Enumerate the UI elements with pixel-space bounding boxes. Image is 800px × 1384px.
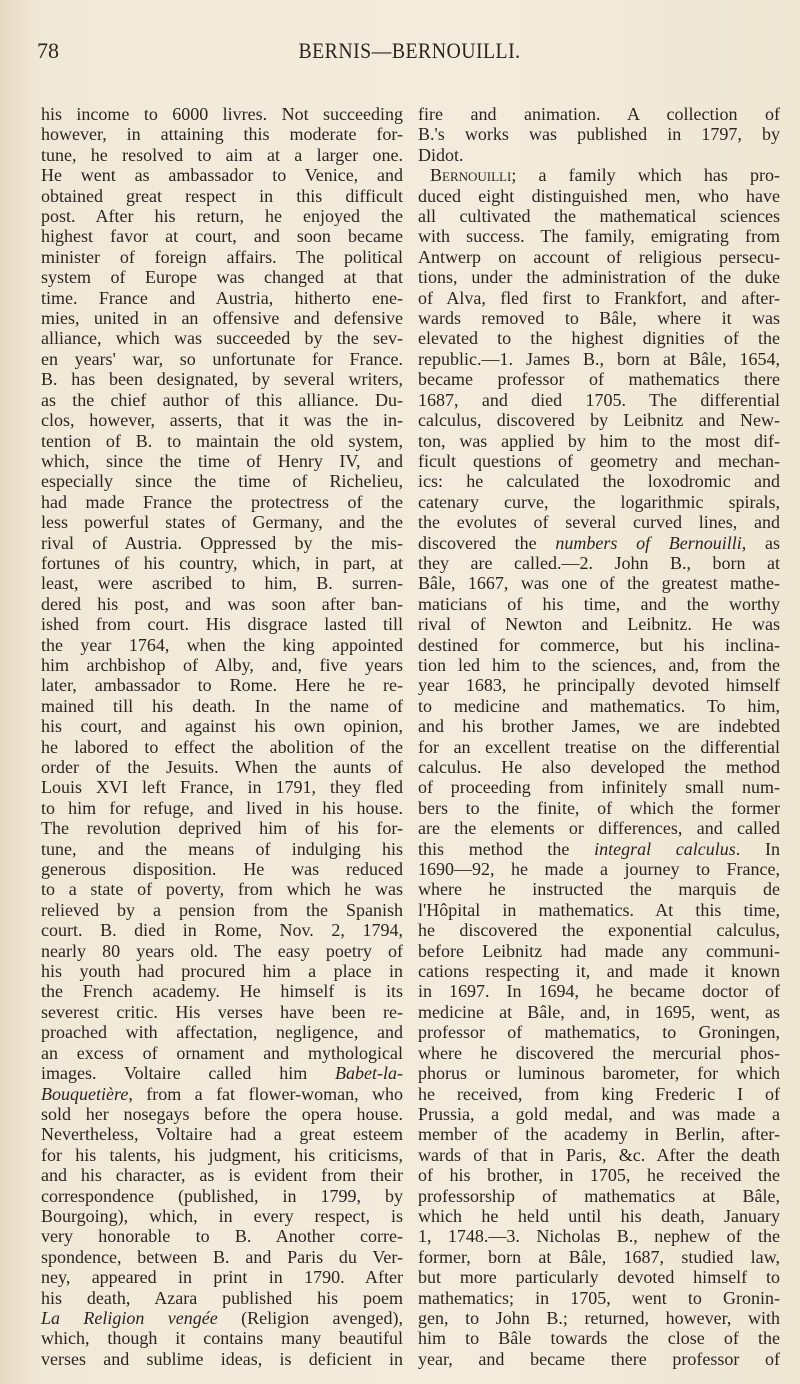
text-segment: ney, appeared in print in 1790. After — [41, 1267, 403, 1288]
text-segment: He went as ambassador to Venice, and — [41, 165, 403, 186]
text-segment: his income to 6000 livres. Not succeeding — [41, 104, 403, 124]
text-segment: tion led him to the sciences, and, from the — [418, 654, 780, 675]
text-line — [41, 716, 403, 736]
text-line — [418, 1206, 780, 1226]
text-line — [418, 1226, 780, 1246]
text-line — [41, 981, 403, 1001]
entry-headword: Bernouilli — [430, 165, 512, 186]
text-line — [41, 206, 403, 226]
text-line — [41, 1104, 403, 1124]
text-line — [418, 981, 780, 1001]
text-segment: had made France the protectress of the — [41, 491, 403, 512]
text-line — [41, 1022, 403, 1042]
text-segment: ics: he calculated the loxodromic and — [418, 471, 780, 492]
text-line — [418, 737, 780, 757]
text-line — [41, 165, 403, 185]
text-segment: dered his post, and was soon after ban- — [41, 593, 403, 614]
text-line — [418, 186, 780, 206]
italic-text: La Religion vengée — [41, 1307, 218, 1328]
text-segment: he received, from king Frederic I of — [418, 1083, 780, 1104]
text-line — [418, 165, 780, 185]
text-line — [418, 1084, 780, 1104]
text-segment: this method the — [418, 838, 595, 859]
text-segment: maticians of his time, and the worthy — [418, 593, 780, 614]
text-line — [41, 349, 403, 369]
text-line — [41, 614, 403, 634]
text-line — [41, 1328, 403, 1348]
text-line — [41, 1084, 403, 1104]
text-segment: elevated to the highest dignities of the — [418, 328, 780, 349]
text-segment: and his brother James, we are indebted — [418, 716, 780, 737]
text-line — [418, 1022, 780, 1042]
text-line — [41, 655, 403, 675]
text-line — [418, 1002, 780, 1022]
text-segment: tune, he resolved to aim at a larger one. — [41, 144, 403, 165]
text-line — [41, 1349, 403, 1369]
text-segment: , from a fat flower-woman, who — [128, 1083, 403, 1104]
text-segment: mies, united in an offensive and defensive — [41, 308, 403, 329]
text-line — [41, 267, 403, 287]
text-line — [418, 696, 780, 716]
text-segment: the French academy. He himself is its — [41, 981, 403, 1002]
text-line — [41, 818, 403, 838]
text-segment: spondence, between B. and Paris du Ver- — [41, 1246, 403, 1267]
text-segment: ished from court. His disgrace lasted till — [41, 614, 403, 635]
text-line — [418, 859, 780, 879]
text-segment: court. B. died in Rome, Nov. 2, 1794, — [41, 920, 403, 941]
text-line — [418, 818, 780, 838]
text-line — [41, 553, 403, 573]
text-line — [41, 594, 403, 614]
text-segment: republic.—1. James B., born at Bâle, 1654, — [418, 348, 780, 369]
text-segment: before Leibnitz had made any communi- — [418, 940, 780, 961]
text-line — [418, 1043, 780, 1063]
text-line — [41, 859, 403, 879]
text-segment: 1687, and died 1705. The differential — [418, 389, 780, 410]
text-line — [418, 716, 780, 736]
text-segment: proached with affectation, negligence, and — [41, 1022, 403, 1043]
text-line — [41, 247, 403, 267]
text-segment: became professor of mathematics there — [418, 369, 780, 390]
text-line — [418, 961, 780, 981]
text-line — [41, 696, 403, 716]
text-line — [418, 328, 780, 348]
text-segment: which, though it contains many beautiful — [41, 1328, 403, 1349]
text-segment: gen, to John B.; returned, however, with — [418, 1307, 780, 1328]
text-line — [418, 247, 780, 267]
text-segment: him to Bâle towards the close of the — [418, 1328, 780, 1349]
text-line — [41, 1002, 403, 1022]
text-line — [418, 1165, 780, 1185]
text-segment: fire and animation. A collection of — [418, 104, 780, 124]
text-segment: (Religion avenged), — [217, 1307, 403, 1328]
text-line — [418, 145, 780, 165]
text-line — [418, 798, 780, 818]
text-line — [41, 1063, 403, 1083]
text-segment: 1, 1748.—3. Nicholas B., nephew of the — [418, 1226, 780, 1247]
text-line — [41, 1247, 403, 1267]
text-segment: phorus or luminous barometer, for which — [418, 1063, 780, 1084]
text-line — [418, 369, 780, 389]
text-segment: verses and sublime ideas, is deficient in — [41, 1348, 403, 1369]
text-segment: rival of Austria. Oppressed by the mis- — [41, 532, 403, 553]
text-line — [41, 1288, 403, 1308]
text-segment: later, ambassador to Rome. Here he re- — [41, 675, 403, 696]
text-line — [41, 961, 403, 981]
text-segment: tention of B. to maintain the old system, — [41, 430, 403, 451]
text-line — [41, 226, 403, 246]
text-segment: all cultivated the mathematical sciences — [418, 206, 780, 227]
text-line — [418, 1267, 780, 1287]
text-line — [418, 594, 780, 614]
text-segment: nearly 80 years old. The easy poetry of — [41, 940, 403, 961]
text-line — [418, 288, 780, 308]
text-segment: ton, was applied by him to the most dif- — [418, 430, 780, 451]
text-segment: his youth had procured him a place in — [41, 961, 403, 982]
text-line — [41, 635, 403, 655]
text-segment: ficult questions of geometry and mechan- — [418, 450, 780, 471]
text-line — [418, 1063, 780, 1083]
text-segment: of Alva, fled first to Frankfort, and after- — [418, 287, 780, 308]
text-segment: ; a family which has pro- — [511, 165, 780, 186]
text-line — [418, 1145, 780, 1165]
text-line — [41, 512, 403, 532]
text-segment: he discovered the exponential calculus, — [418, 920, 780, 941]
text-line — [41, 900, 403, 920]
text-segment: and his character, as is evident from their — [41, 1165, 403, 1186]
text-segment: l'Hôpital in mathematics. At this time, — [418, 899, 780, 920]
text-line — [418, 124, 780, 144]
text-segment: the evolutes of several curved lines, and — [418, 512, 780, 533]
text-segment: correspondence (published, in 1799, by — [41, 1185, 403, 1206]
text-line — [418, 900, 780, 920]
text-line — [41, 451, 403, 471]
text-line — [41, 1267, 403, 1287]
text-segment: . In — [735, 838, 780, 859]
text-line — [41, 1043, 403, 1063]
text-line — [41, 186, 403, 206]
text-segment: obtained great respect in this difficult — [41, 185, 403, 206]
text-line — [418, 941, 780, 961]
text-line — [418, 471, 780, 491]
text-segment: bers to the finite, of which the former — [418, 797, 780, 818]
text-segment: The revolution deprived him of his for- — [41, 818, 403, 839]
text-line — [41, 1186, 403, 1206]
text-segment: former, born at Bâle, 1687, studied law, — [418, 1246, 780, 1267]
text-segment: to him for refuge, and lived in his house. — [41, 797, 403, 818]
text-segment: sold her nosegays before the opera house. — [41, 1103, 403, 1124]
text-segment: Bourgoing), which, in every respect, is — [41, 1205, 403, 1226]
text-line — [418, 553, 780, 573]
text-line — [41, 1308, 403, 1328]
text-line — [418, 267, 780, 287]
text-line — [418, 839, 780, 859]
text-segment: wards removed to Bâle, where it was — [418, 308, 780, 329]
text-line — [418, 226, 780, 246]
text-segment: Antwerp on account of religious persecu- — [418, 246, 780, 267]
text-segment: to medicine and mathematics. To him, — [418, 695, 780, 716]
text-segment: him archbishop of Alby, and, five years — [41, 654, 403, 675]
text-line — [41, 471, 403, 491]
text-line — [41, 328, 403, 348]
page-header — [37, 38, 782, 68]
text-line — [418, 1308, 780, 1328]
text-line — [41, 410, 403, 430]
text-line — [418, 1328, 780, 1348]
text-line — [418, 1104, 780, 1124]
text-segment: which, since the time of Henry IV, and — [41, 450, 403, 471]
text-segment: professor of mathematics, to Groningen, — [418, 1022, 780, 1043]
text-line — [41, 777, 403, 797]
text-line — [41, 390, 403, 410]
text-line — [41, 308, 403, 328]
text-segment: Louis XVI left France, in 1791, they fled — [41, 777, 403, 798]
text-line — [418, 777, 780, 797]
text-line — [41, 1124, 403, 1144]
text-segment: member of the academy in Berlin, after- — [418, 1124, 780, 1145]
text-line — [418, 1288, 780, 1308]
text-segment: of his brother, in 1705, he received the — [418, 1165, 780, 1186]
text-line — [418, 1247, 780, 1267]
text-line — [418, 492, 780, 512]
text-segment: cations respecting it, and made it known — [418, 961, 780, 982]
text-segment: his death, Azara published his poem — [41, 1287, 403, 1308]
text-segment: year 1683, he principally devoted himself — [418, 675, 780, 696]
text-segment: time. France and Austria, hitherto ene- — [41, 287, 403, 308]
text-segment: calculus, discovered by Leibnitz and New- — [418, 410, 780, 431]
italic-text: Babet-la- — [335, 1063, 403, 1084]
text-line — [41, 675, 403, 695]
text-segment: mained till his death. In the name of — [41, 695, 403, 716]
text-line — [418, 533, 780, 553]
text-line — [41, 1165, 403, 1185]
italic-text: integral calculus — [594, 838, 736, 859]
text-line — [418, 920, 780, 940]
text-segment: relieved by a pension from the Spanish — [41, 899, 403, 920]
text-segment: are the elements or differences, and called — [418, 818, 780, 839]
text-line — [41, 879, 403, 899]
text-segment: , as — [741, 532, 780, 553]
text-line — [41, 369, 403, 389]
text-segment: catenary curve, the logarithmic spirals, — [418, 491, 780, 512]
text-line — [41, 573, 403, 593]
text-segment: however, in attaining this moderate for- — [41, 124, 403, 145]
italic-text: Bouquetière — [41, 1083, 129, 1104]
text-line — [418, 390, 780, 410]
text-segment: Bâle, 1667, was one of the greatest mathe- — [418, 573, 780, 594]
text-segment: clos, however, asserts, that it was the in- — [41, 410, 403, 431]
text-line — [41, 757, 403, 777]
text-segment: especially since the time of Richelieu, — [41, 471, 403, 492]
text-line — [41, 124, 403, 144]
text-line — [41, 533, 403, 553]
text-line — [41, 1145, 403, 1165]
text-segment: images. Voltaire called him — [41, 1063, 336, 1084]
text-line — [418, 757, 780, 777]
text-segment: his court, and against his own opinion, — [41, 716, 403, 737]
text-segment: with success. The family, emigrating from — [418, 226, 780, 247]
running-title: BERNIS—BERNOUILLI. — [298, 38, 521, 63]
text-line — [418, 451, 780, 471]
text-segment: mathematics; in 1705, went to Gronin- — [418, 1287, 780, 1308]
text-line — [41, 941, 403, 961]
text-segment: in 1697. In 1694, he became doctor of — [418, 981, 780, 1002]
page-number: 78 — [37, 38, 59, 63]
text-segment: fortunes of his country, which, in part, at — [41, 552, 403, 573]
text-segment: medicine at Bâle, and, in 1695, went, as — [418, 1001, 780, 1022]
text-segment: minister of foreign affairs. The political — [41, 246, 403, 267]
text-segment: rival of Newton and Leibnitz. He was — [418, 614, 780, 635]
text-line — [41, 737, 403, 757]
italic-text: numbers of Bernouilli — [555, 532, 742, 553]
right-column — [418, 104, 780, 1369]
text-line — [41, 145, 403, 165]
text-segment: they are called.—2. John B., born at — [418, 552, 780, 573]
text-segment: which he held until his death, January — [418, 1205, 780, 1226]
text-segment: order of the Jesuits. When the aunts of — [41, 757, 403, 777]
text-line — [418, 349, 780, 369]
text-line — [418, 1186, 780, 1206]
text-segment: duced eight distinguished men, who have — [418, 185, 780, 206]
text-line — [418, 675, 780, 695]
text-line — [41, 288, 403, 308]
text-segment: to a state of poverty, from which he was — [41, 879, 403, 900]
text-segment: for his talents, his judgment, his criticisms, — [41, 1144, 403, 1165]
text-segment: as the chief author of this alliance. Du- — [41, 389, 403, 410]
text-segment: alliance, which was succeeded by the sev- — [41, 328, 403, 349]
text-segment: Nevertheless, Voltaire had a great esteem — [41, 1124, 403, 1145]
text-segment: the year 1764, when the king appointed — [41, 634, 403, 655]
text-segment: system of Europe was changed at that — [41, 267, 403, 288]
text-segment: destined for commerce, but his inclina- — [418, 634, 780, 655]
text-segment: severest critic. His verses have been re- — [41, 1001, 403, 1022]
text-segment: post. After his return, he enjoyed the — [41, 206, 403, 227]
text-segment: where he discovered the mercurial phos- — [418, 1042, 780, 1063]
text-segment: less powerful states of Germany, and the — [41, 512, 403, 533]
text-line — [418, 614, 780, 634]
text-segment: but more particularly devoted himself to — [418, 1267, 780, 1288]
text-segment: Prussia, a gold medal, and was made a — [418, 1103, 780, 1124]
text-segment: professorship of mathematics at Bâle, — [418, 1185, 780, 1206]
text-line — [418, 308, 780, 328]
text-segment: where he instructed the marquis de — [418, 879, 780, 900]
text-segment: of proceeding from infinitely small num- — [418, 777, 780, 798]
text-segment: he labored to effect the abolition of the — [41, 736, 403, 757]
text-segment: discovered the — [418, 532, 556, 553]
text-segment: very honorable to B. Another corre- — [41, 1226, 403, 1247]
left-column — [41, 104, 403, 1369]
text-line — [418, 410, 780, 430]
text-line — [418, 635, 780, 655]
text-line — [41, 104, 403, 124]
text-line — [418, 206, 780, 226]
text-line — [418, 431, 780, 451]
text-line — [418, 655, 780, 675]
text-line — [41, 1206, 403, 1226]
text-segment: year, and became there professor of — [418, 1348, 780, 1369]
text-segment: least, were ascribed to him, B. surren- — [41, 573, 403, 594]
text-segment: an excess of ornament and mythological — [41, 1042, 403, 1063]
text-segment: highest favor at court, and soon became — [41, 226, 403, 247]
text-line — [41, 798, 403, 818]
text-line — [418, 1124, 780, 1144]
text-line — [41, 492, 403, 512]
text-segment: 1690—92, he made a journey to France, — [418, 859, 780, 880]
text-segment: tune, and the means of indulging his — [41, 838, 403, 859]
text-segment: B. has been designated, by several writers, — [41, 369, 403, 390]
text-line — [41, 920, 403, 940]
text-segment: calculus. He also developed the method — [418, 757, 780, 777]
text-segment: Didot. — [418, 144, 464, 165]
text-line — [418, 512, 780, 532]
text-segment: B.'s works was published in 1797, by — [418, 124, 780, 145]
text-line — [418, 1349, 780, 1369]
text-line — [418, 879, 780, 899]
text-segment: generous disposition. He was reduced — [41, 859, 403, 880]
text-line — [418, 104, 780, 124]
text-segment: wards of that in Paris, &c. After the death — [418, 1144, 780, 1165]
text-segment: tions, under the administration of the duke — [418, 267, 780, 288]
text-line — [41, 839, 403, 859]
text-segment: en years' war, so unfortunate for France. — [41, 348, 403, 369]
text-segment: for an excellent treatise on the differential — [418, 736, 780, 757]
text-line — [41, 431, 403, 451]
text-line — [418, 573, 780, 593]
text-line — [41, 1226, 403, 1246]
